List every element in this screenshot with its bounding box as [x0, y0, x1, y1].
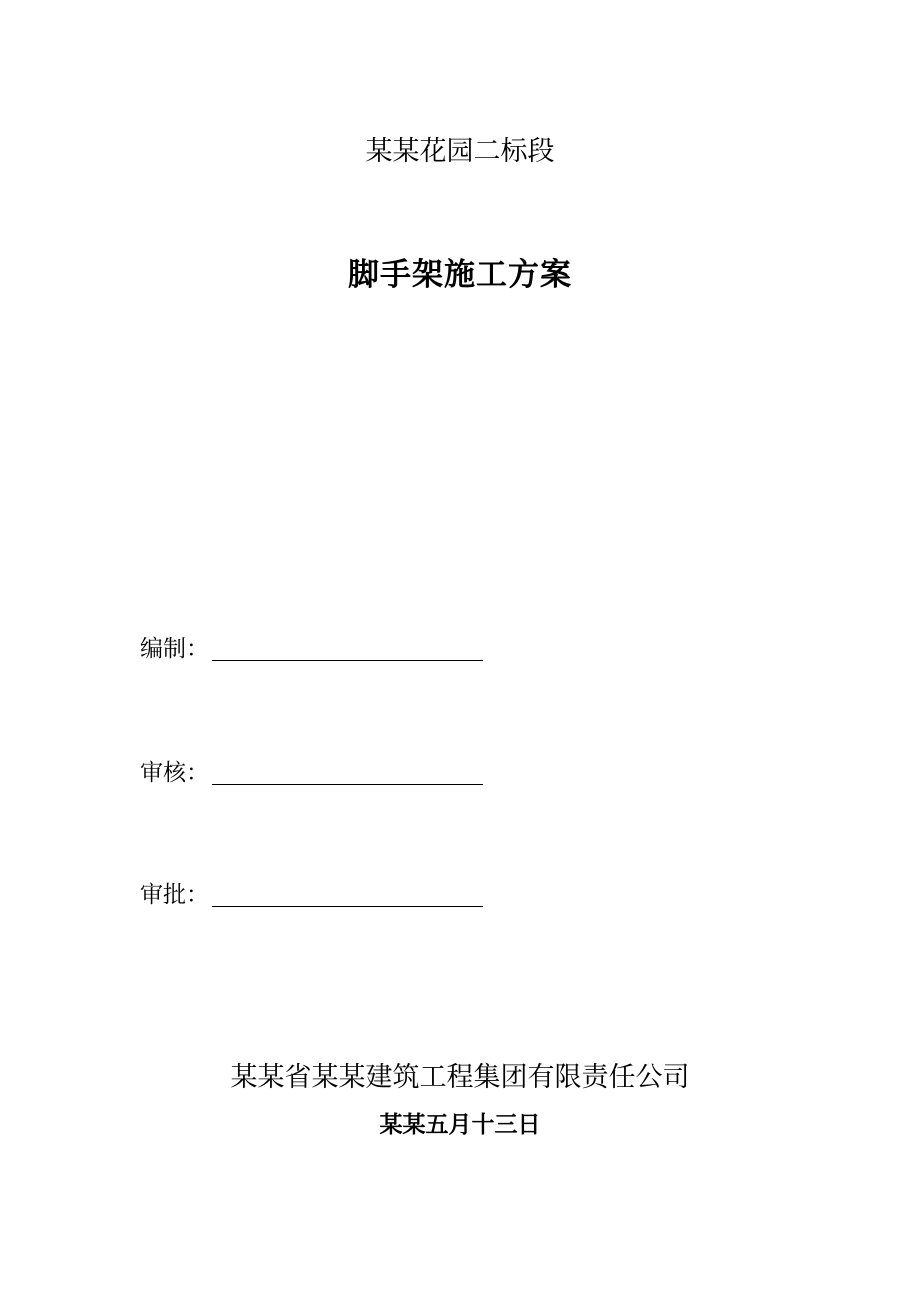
review-signature-line	[212, 784, 483, 785]
project-name: 某某花园二标段	[365, 136, 555, 167]
review-label: 审核：	[140, 760, 209, 786]
document-title: 脚手架施工方案	[348, 257, 572, 293]
approve-signature-line	[212, 906, 483, 907]
compile-signature-row	[140, 624, 483, 664]
review-signature-row	[140, 748, 483, 788]
approve-label: 审批：	[140, 882, 209, 908]
compile-signature-line	[212, 660, 483, 661]
company-name: 某某省某某建筑工程集团有限责任公司	[230, 1062, 690, 1093]
document-date: 某某五月十三日	[379, 1112, 541, 1138]
approve-signature-row	[140, 870, 483, 910]
compile-label: 编制：	[140, 636, 209, 662]
